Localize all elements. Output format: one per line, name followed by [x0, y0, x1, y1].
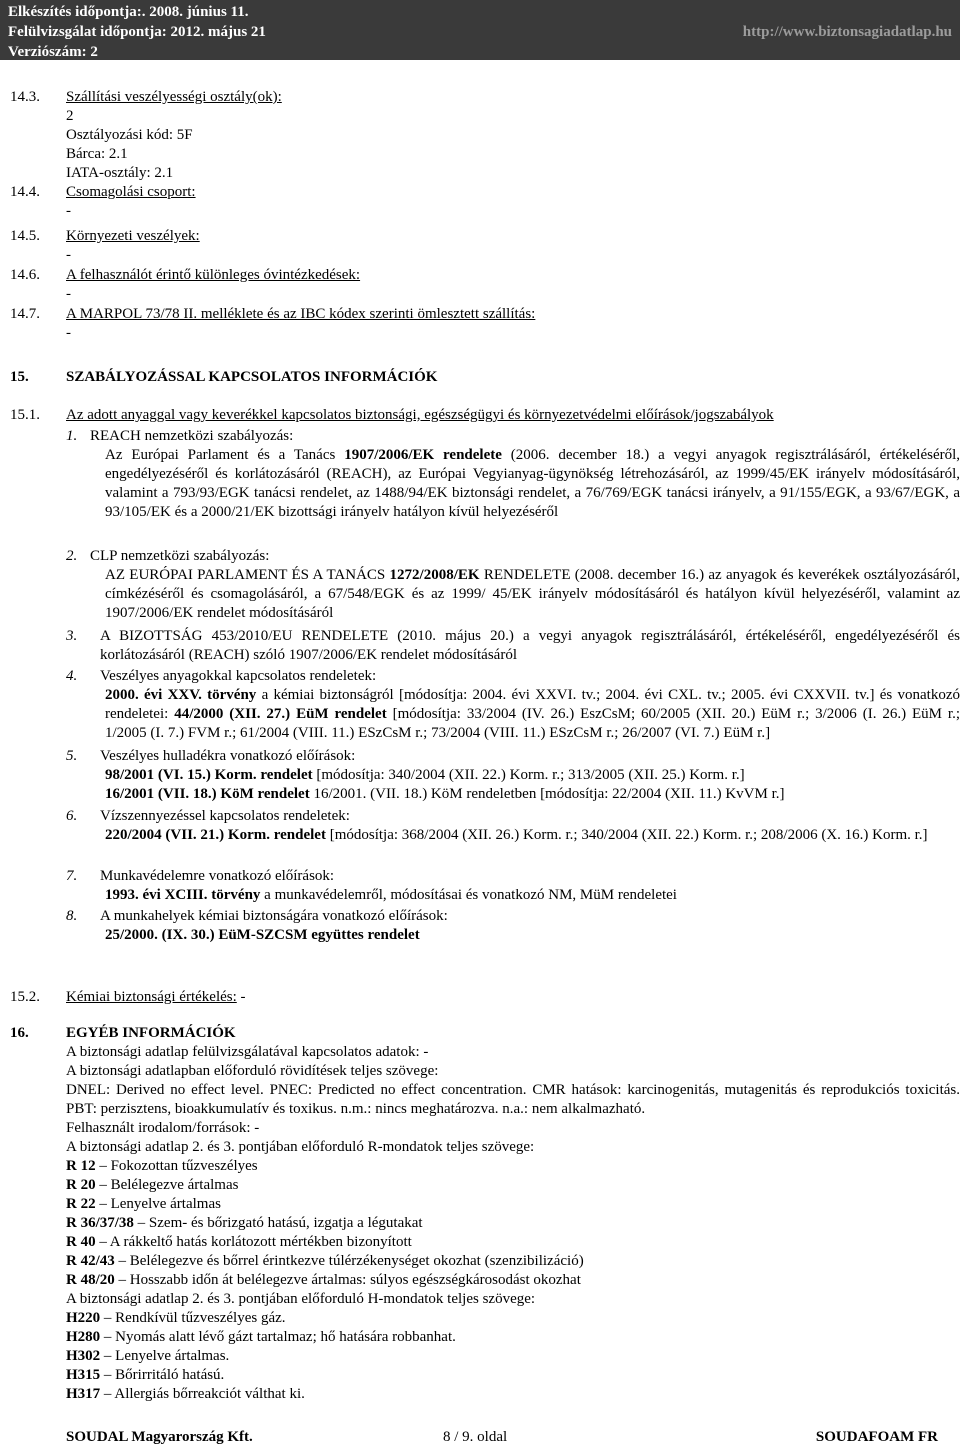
phrase-text: Bőrirritáló hatású. [115, 1367, 225, 1383]
phrase-code: R 36/37/38 [66, 1215, 134, 1231]
footer-page: 8 / 9. oldal [443, 1429, 508, 1445]
section-number: 14.7. [10, 306, 40, 322]
section-14-6 [66, 266, 360, 304]
item-body: 25/2000. (IX. 30.) EüM-SZCSM együttes rendelet [105, 927, 420, 943]
section-16 [66, 1024, 960, 1404]
section-number: 14.6. [10, 267, 40, 283]
h-statements-list [66, 1309, 960, 1404]
section-value: - [66, 203, 71, 219]
r-phrases-label: A biztonsági adatlap 2. és 3. pontjában előforduló R-mondatok teljes szövege: [66, 1139, 535, 1155]
created-date: Elkészítés időpontja:. 2008. június 11. [8, 4, 249, 20]
item-body: 2000. évi XXV. törvény a kémiai biztonságról [módosítja: 2004. évi XXVI. tv.; 2004. évi CXL. tv.; 2005. évi CXXVII. tv.] és vonatkozó rendeletei: 44/2000 (XII. 27.) EüM rendelet [módosítja: 33/2004 (IV. 26.) EszCsM; 60/2005 (XII. 20.) EüM r.; 3/2006 (I. 26.) EüM r.; 1/2005 (I. 7.) FVM r.; 61/2004 (VIII. 11.) ESzCsM r.; 73/2004 (VIII. 11.) ESzCsM r.; 26/2007 (VI. 7.) EüM r.] [105, 687, 960, 741]
item-body: Az Európai Parlament és a Tanács 1907/2006/EK rendelete (2006. december 18.) a vegyi anyagok regisztrálásáról, értékeléséről, engedélyezéséről és korlátozásáról (REACH), az Európai Vegyianyag-ügynökség létrehozásáról, az 1999/45/EK irányelv módosításáról, valamint a 793/93/EGK tanácsi rendelet, az 1488/94/EK biztonsági rendelet, a 76/769/EGK tanácsi irányelv, a 91/155/EGK, a 93/67/EGK, a 93/105/EK és a 2000/21/EK bizottsági irányelv hatályon kívül helyezéséről [105, 447, 960, 520]
item-head: Vízszennyezéssel kapcsolatos rendeletek: [100, 808, 350, 824]
references-label: Felhasznált irodalom/források: - [66, 1120, 260, 1136]
section-heading: SZABÁLYOZÁSSAL KAPCSOLATOS INFORMÁCIÓK [66, 369, 438, 385]
item-head: A munkahelyek kémiai biztonságára vonatkozó előírások: [100, 908, 448, 924]
section-15-2 [66, 988, 246, 1006]
revised-date: Felülvizsgálat időpontja: 2012. május 21 [8, 24, 266, 40]
item-body: 98/2001 (VI. 15.) Korm. rendelet [módosítja: 340/2004 (XII. 22.) Korm. r.; 313/2005 (XII. 25.) Korm. r.] 16/2001 (VII. 18.) KöM rendelet 16/2001. (VII. 18.) KöM rendeletben [módosítja: 22/2004 (XII. 11.) KvVM r.] [105, 767, 785, 802]
r-phrase-row: R 40 – A rákkeltő hatás korlátozott mértékben bizonyított [66, 1234, 412, 1250]
regulation-list [66, 427, 960, 947]
phrase-code: R 40 [66, 1234, 96, 1250]
section-value: - [66, 247, 71, 263]
item-number: 4. [66, 668, 78, 684]
phrase-text: Szem- és bőrizgató hatású, izgatja a légutakat [148, 1215, 423, 1231]
phrase-text: Fokozottan tűzveszélyes [110, 1158, 258, 1174]
section-title: Környezeti veszélyek: [66, 228, 200, 244]
section-number: 14.3. [10, 89, 40, 105]
phrase-text: Allergiás bőrreakciót válthat ki. [114, 1386, 305, 1402]
r-phrase-row: R 42/43 – Belélegezve és bőrrel érintkezve túlérzékenységet okozhat (szenzibilizáció) [66, 1253, 584, 1269]
list-item [66, 867, 960, 907]
section-14-5 [66, 227, 200, 265]
item-number: 7. [66, 868, 78, 884]
item-number: 8. [66, 908, 78, 924]
footer-company: SOUDAL Magyarország Kft. [66, 1429, 253, 1445]
section-number: 15.1. [10, 407, 40, 423]
section-heading: EGYÉB INFORMÁCIÓK [66, 1025, 236, 1041]
list-item [66, 907, 960, 947]
item-head: REACH nemzetközi szabályozás: [90, 428, 294, 444]
section-value: - [66, 286, 71, 302]
phrase-code: R 12 [66, 1158, 96, 1174]
phrase-code: H280 [66, 1329, 101, 1345]
item-number: 5. [66, 748, 78, 764]
section-value: - [236, 989, 246, 1005]
phrase-code: H315 [66, 1367, 101, 1383]
list-item [66, 747, 960, 807]
phrase-code: H317 [66, 1386, 101, 1402]
section-title: Csomagolási csoport: [66, 184, 196, 200]
phrase-text: Lenyelve ártalmas. [115, 1348, 230, 1364]
page-header [0, 0, 960, 60]
label: Bárca: 2.1 [66, 146, 128, 162]
section-title: Szállítási veszélyességi osztály(ok): [66, 89, 282, 105]
r-phrase-row: R 48/20 – Hosszabb időn át belélegezve ártalmas: súlyos egészségkárosodást okozhat [66, 1272, 581, 1288]
item-head: Veszélyes hulladékra vonatkozó előírások: [100, 748, 356, 764]
section-title: A MARPOL 73/78 II. melléklete és az IBC kódex szerinti ömlesztett szállítás: [66, 306, 536, 322]
section-number: 14.4. [10, 184, 40, 200]
item-head: Veszélyes anyagokkal kapcsolatos rendeletek: [100, 668, 377, 684]
phrase-text: Lenyelve ártalmas [110, 1196, 221, 1212]
h-statement-row: H302 – Lenyelve ártalmas. [66, 1348, 230, 1364]
phrase-code: R 42/43 [66, 1253, 115, 1269]
r-phrases-list [66, 1157, 960, 1290]
section-title: Kémiai biztonsági értékelés: [66, 989, 237, 1005]
section-title: Az adott anyaggal vagy keverékkel kapcsolatos biztonsági, egészségügyi és környezetvédelmi előírások/jogszabályok [66, 407, 774, 423]
h-statement-row: H317 – Allergiás bőrreakciót válthat ki. [66, 1386, 305, 1402]
list-item [66, 807, 960, 867]
h-statements-label: A biztonsági adatlap 2. és 3. pontjában előforduló H-mondatok teljes szövege: [66, 1291, 536, 1307]
header-dates [8, 2, 266, 62]
section-number: 16. [10, 1025, 29, 1041]
section-value: - [66, 325, 71, 341]
phrase-text: Belélegezve ártalmas [110, 1177, 239, 1193]
section-title: A felhasználót érintő különleges óvintézkedések: [66, 267, 361, 283]
version-number: Verziószám: 2 [8, 44, 98, 60]
revision-info: A biztonsági adatlap felülvizsgálatával kapcsolatos adatok: - [66, 1044, 429, 1060]
iata-class: IATA-osztály: 2.1 [66, 165, 174, 181]
r-phrase-row: R 12 – Fokozottan tűzveszélyes [66, 1158, 258, 1174]
section-14-7 [66, 305, 535, 343]
abbreviations-label: A biztonsági adatlapban előforduló rövidítések teljes szövege: [66, 1063, 439, 1079]
phrase-code: H220 [66, 1310, 101, 1326]
r-phrase-row: R 20 – Belélegezve ártalmas [66, 1177, 239, 1193]
item-number: 1. [66, 428, 78, 444]
phrase-code: R 20 [66, 1177, 96, 1193]
phrase-code: R 22 [66, 1196, 96, 1212]
section-number: 15. [10, 369, 29, 385]
h-statement-row: H220 – Rendkívül tűzveszélyes gáz. [66, 1310, 286, 1326]
phrase-text: Hosszabb időn át belélegezve ártalmas: súlyos egészségkárosodást okozhat [129, 1272, 581, 1288]
phrase-text: Belélegezve és bőrrel érintkezve túlérzékenységet okozhat (szenzibilizáció) [129, 1253, 584, 1269]
r-phrase-row: R 36/37/38 – Szem- és bőrizgató hatású, izgatja a légutakat [66, 1215, 423, 1231]
item-body: 220/2004 (VII. 21.) Korm. rendelet [módosítja: 368/2004 (XII. 26.) Korm. r.; 340/2004 (XII. 22.) Korm. r.; 208/2006 (X. 16.) Korm. r.] [105, 827, 928, 843]
item-head: CLP nemzetközi szabályozás: [90, 548, 270, 564]
transport-class: 2 [66, 108, 74, 124]
phrase-text: Rendkívül tűzveszélyes gáz. [115, 1310, 286, 1326]
section-14-3 [66, 88, 282, 183]
r-phrase-row: R 22 – Lenyelve ártalmas [66, 1196, 221, 1212]
list-item [66, 627, 960, 667]
item-number: 6. [66, 808, 78, 824]
section-14-4 [66, 183, 196, 221]
phrase-code: R 48/20 [66, 1272, 115, 1288]
item-body: 1993. évi XCIII. törvény a munkavédelemről, módosításai és vonatkozó NM, MüM rendeletei [105, 887, 677, 903]
item-head: Munkavédelemre vonatkozó előírások: [100, 868, 335, 884]
phrase-text: A rákkeltő hatás korlátozott mértékben bizonyított [109, 1234, 412, 1250]
abbreviations-text: DNEL: Derived no effect level. PNEC: Predicted no effect concentration. CMR hatások: karcinogenitás, mutagenitás és reprodukciós toxicitás. PBT: perzisztens, bioakkumulatív és toxikus. n.m.: nincs meghatározva. n.a.: nem alkalmazható. [66, 1082, 960, 1117]
phrase-code: H302 [66, 1348, 101, 1364]
classification-code: Osztályozási kód: 5F [66, 127, 193, 143]
phrase-text: Nyomás alatt lévő gázt tartalmaz; hő hatására robbanhat. [115, 1329, 456, 1345]
h-statement-row: H280 – Nyomás alatt lévő gázt tartalmaz; hő hatására robbanhat. [66, 1329, 456, 1345]
item-number: 2. [66, 548, 78, 564]
section-number: 14.5. [10, 228, 40, 244]
item-body: A BIZOTTSÁG 453/2010/EU RENDELETE (2010. május 20.) a vegyi anyagok regisztrálásáról, értékeléséről, engedélyezéséről és korlátozásáról (REACH) szóló 1907/2006/EK rendelet módosításáról [100, 628, 960, 663]
footer-product: SOUDAFOAM FR [815, 1429, 938, 1445]
list-item [66, 427, 960, 547]
list-item [66, 547, 960, 627]
h-statement-row: H315 – Bőrirritáló hatású. [66, 1367, 225, 1383]
section-number: 15.2. [10, 989, 40, 1005]
list-item [66, 667, 960, 747]
item-number: 3. [66, 628, 78, 644]
header-url: http://www.biztonsagiadatlap.hu [742, 24, 952, 40]
item-body: AZ EURÓPAI PARLAMENT ÉS A TANÁCS 1272/2008/EK RENDELETE (2008. december 16.) az anyagok és keverékek osztályozásáról, címkézéséről és csomagolásáról, a 67/548/EGK és az 1999/ 45/EK irányelv módosításáról és hatályon kívül helyezéséről, valamint az 1907/2006/EK rendelet módosításáról [105, 567, 960, 621]
